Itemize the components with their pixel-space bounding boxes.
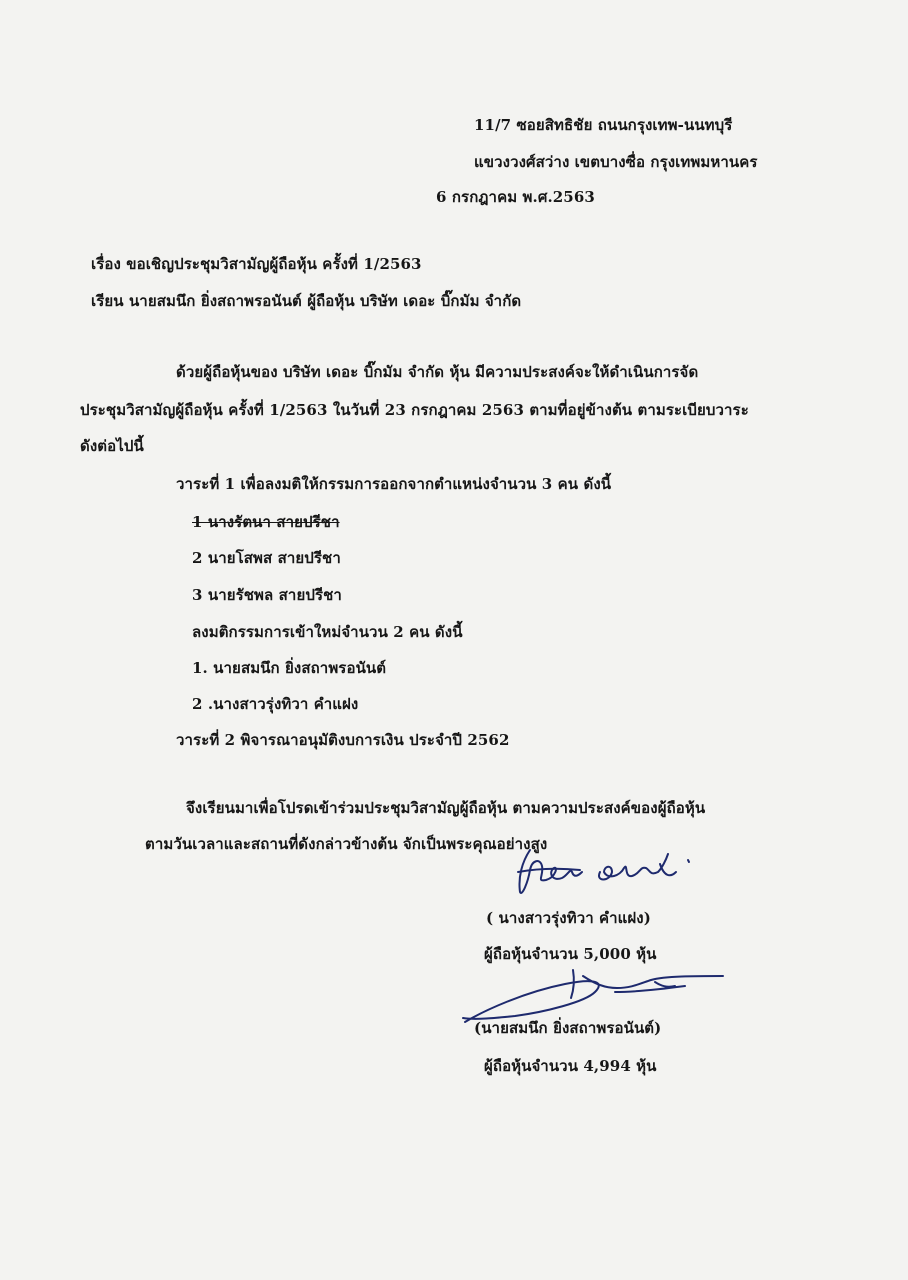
agenda-item-2: วาระที่ 2 พิจารณาอนุมัติงบการเงิน ประจำปี 2562 (176, 731, 510, 749)
closing-line-1: จึงเรียนมาเพื่อโปรดเข้าร่วมประชุมวิสามัญผู้ถือหุ้น ตามความประสงค์ของผู้ถือหุ้น (186, 799, 706, 817)
recipient-line: เรียน นายสมนึก ยิ่งสถาพรอนันต์ ผู้ถือหุ้น บริษัท เดอะ บิ๊กมัม จำกัด (91, 292, 522, 310)
subject-line: เรื่อง ขอเชิญประชุมวิสามัญผู้ถือหุ้น ครั้งที่ 1/2563 (91, 255, 422, 273)
signer-2-name: (นายสมนึก ยิ่งสถาพรอนันต์) (474, 1019, 662, 1037)
signer-2-shares: ผู้ถือหุ้นจำนวน 4,994 หุ้น (484, 1057, 657, 1075)
address-line-2: แขวงวงศ์สว่าง เขตบางซื่อ กรุงเทพมหานคร (474, 153, 758, 171)
letter-date: 6 กรกฎาคม พ.ศ.2563 (436, 188, 595, 206)
closing-line-2: ตามวันเวลาและสถานที่ดังกล่าวข้างต้น จักเป็นพระคุณอย่างสูง (145, 835, 548, 853)
director-new-2: 2 .นางสาวรุ่งทิวา คำแฝง (192, 695, 359, 713)
director-out-3: 3 นายรัชพล สายปรีชา (192, 586, 342, 604)
signer-1-shares: ผู้ถือหุ้นจำนวน 5,000 หุ้น (484, 945, 657, 963)
body-paragraph-line-2: ประชุมวิสามัญผู้ถือหุ้น ครั้งที่ 1/2563 ในวันที่ 23 กรกฎาคม 2563 ตามที่อยู่ข้างต้น ตามระเบียบวาระ (80, 401, 749, 419)
signature-1 (500, 842, 700, 902)
new-directors-heading: ลงมติกรรมการเข้าใหม่จำนวน 2 คน ดังนี้ (192, 623, 463, 641)
body-paragraph-line-3: ดังต่อไปนี้ (80, 437, 144, 455)
director-new-1: 1. นายสมนึก ยิ่งสถาพรอนันต์ (192, 659, 387, 677)
director-out-1: 1 นางรัตนา สายปรีชา (192, 513, 340, 531)
agenda-item-1: วาระที่ 1 เพื่อลงมติให้กรรมการออกจากตำแหน่งจำนวน 3 คน ดังนี้ (176, 475, 612, 493)
address-line-1: 11/7 ซอยสิทธิชัย ถนนกรุงเทพ-นนทบุรี (474, 116, 733, 134)
director-out-2: 2 นายโสพส สายปรีชา (192, 549, 341, 567)
body-paragraph-line-1: ด้วยผู้ถือหุ้นของ บริษัท เดอะ บิ๊กมัม จำกัด หุ้น มีความประสงค์จะให้ดำเนินการจัด (176, 363, 699, 381)
signer-1-name: ( นางสาวรุ่งทิวา คำแฝง) (486, 909, 651, 927)
